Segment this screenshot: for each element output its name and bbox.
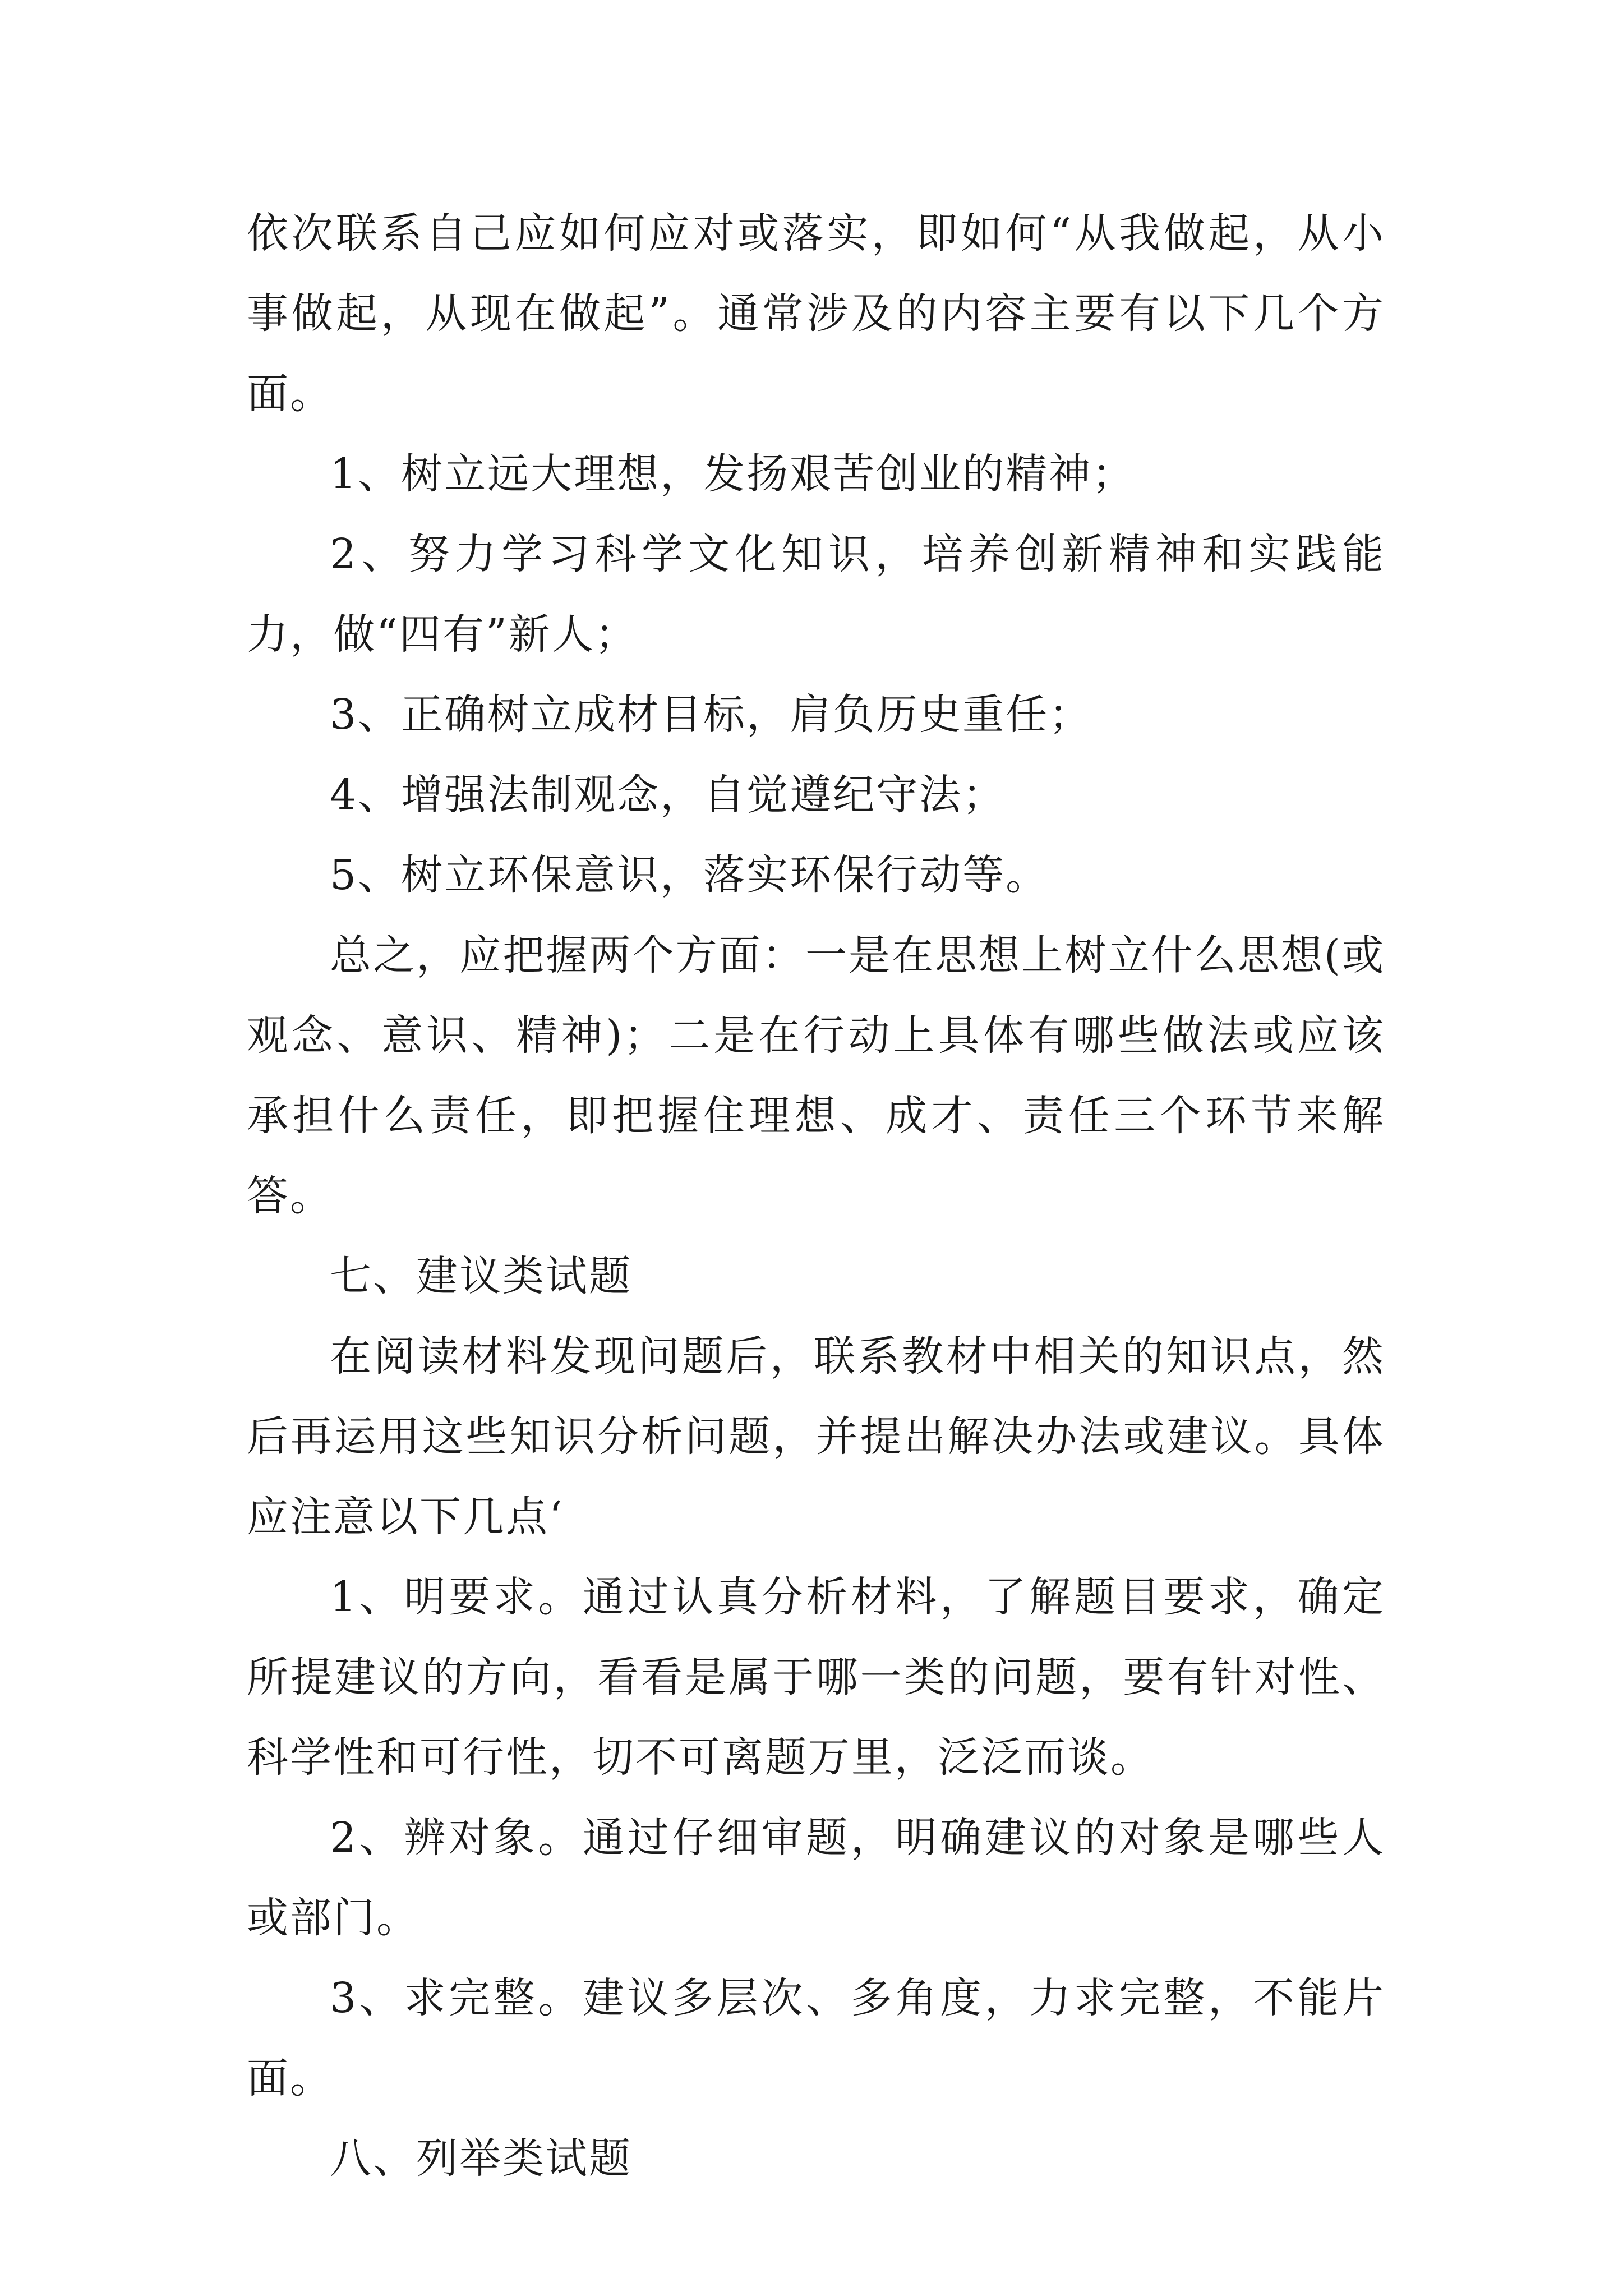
list-item-2: 2、努力学习科学文化知识，培养创新精神和实践能力，做“四有”新人； [247,530,1385,659]
list-item-target: 2、辨对象。通过仔细审题，明确建议的对象是哪些人或部门。 [247,1814,1385,1942]
list-item-requirement: 1、明要求。通过认真分析材料，了解题目要求，确定所提建议的方向，看看是属于哪一类的问题，要有针对性、科学性和可行性，切不可离题万里，泛泛而谈。 [247,1573,1385,1782]
paragraph-summary: 总之，应把握两个方面：一是在思想上树立什么思想(或观念、意识、精神)；二是在行动上具体有哪些做法或应该承担什么责任，即把握住理想、成才、责任三个环节来解答。 [247,931,1385,1220]
section-heading-enumeration: 八、列举类试题 [330,2134,632,2183]
paragraph-intro: 依次联系自己应如何应对或落实，即如何“从我做起，从小事做起，从现在做起”。通常涉及的内容主要有以下几个方面。 [247,209,1385,418]
list-item-3: 3、正确树立成材目标，肩负历史重任； [330,691,1092,739]
document-body [247,194,1385,2199]
list-item-4: 4、增强法制观念，自觉遵纪守法； [330,771,1006,819]
list-item-complete: 3、求完整。建议多层次、多角度，力求完整，不能片面。 [247,1974,1385,2102]
section-heading-suggestion: 七、建议类试题 [330,1252,632,1300]
list-item-5: 5、树立环保意识，落实环保行动等。 [330,851,1049,899]
list-item-1: 1、树立远大理想，发扬艰苦创业的精神； [330,450,1136,498]
paragraph-suggestion-intro: 在阅读材料发现问题后，联系教材中相关的知识点，然后再运用这些知识分析问题，并提出解决办法或建议。具体应注意以下几点‘ [247,1332,1385,1541]
